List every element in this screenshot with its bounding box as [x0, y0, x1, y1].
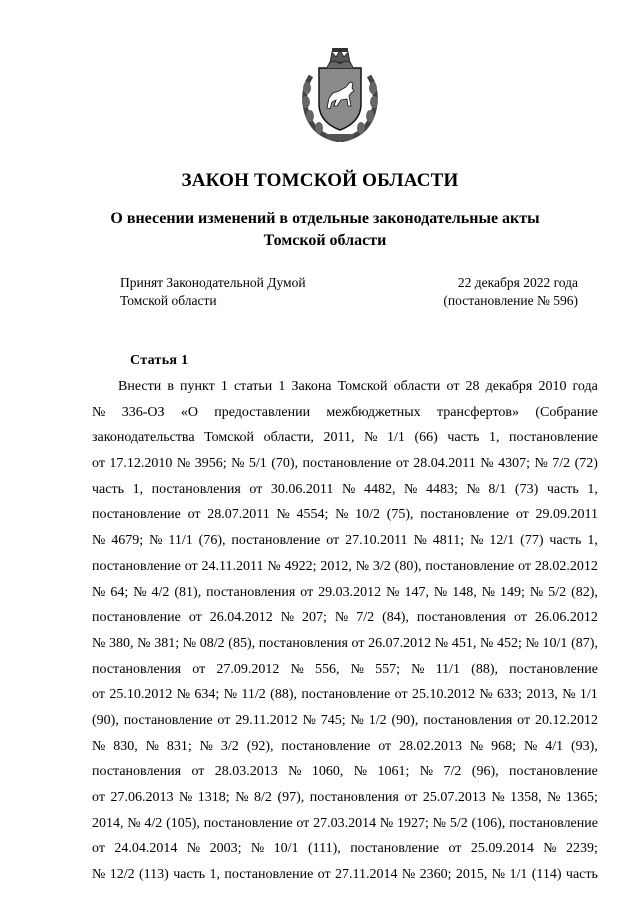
- body-line: № 830, № 831; № 3/2 (92), постановление от 28.02.2013 № 968; № 4/1 (93),: [92, 738, 598, 754]
- resolution-number: (постановление № 596): [443, 293, 578, 308]
- body-line: законодательства Томской области, 2011, № 1/1 (66) часть 1, постановление: [92, 430, 598, 446]
- document-subtitle: [90, 208, 560, 252]
- article-body: [92, 374, 598, 888]
- body-line: № 64; № 4/2 (81), постановления от 29.03.2012 № 147, № 148, № 149; № 5/2 (82),: [92, 584, 598, 600]
- body-line: от 17.12.2010 № 3956; № 5/1 (70), постановление от 28.04.2011 № 4307; № 7/2 (72): [92, 456, 598, 472]
- body-line: часть 1, постановления от 30.06.2011 № 4482, № 4483; № 8/1 (73) часть 1,: [92, 481, 598, 497]
- subtitle-line-1: О внесении изменений в отдельные законодательные акты: [110, 210, 540, 227]
- body-line: № 336-ОЗ «О предоставлении межбюджетных трансфертов» (Собрание: [92, 404, 598, 420]
- adopted-by-line-2: Томской области: [120, 293, 217, 308]
- body-line: 2014, № 4/2 (105), постановление от 27.03.2014 № 1927; № 5/2 (106), постановление: [92, 815, 598, 831]
- body-line: постановление от 26.04.2012 № 207; № 7/2 (84), постановления от 26.06.2012: [92, 610, 598, 626]
- article-heading: Статья 1: [130, 353, 189, 368]
- adoption-authority: [120, 274, 306, 310]
- body-line: постановление от 24.11.2011 № 4922; 2012, № 3/2 (80), постановление от 28.02.2012: [92, 558, 598, 574]
- body-line: № 12/2 (113) часть 1, постановление от 27.11.2014 № 2360; 2015, № 1/1 (114) часть: [92, 867, 598, 883]
- body-line: от 24.04.2014 № 2003; № 10/1 (111), постановление от 25.09.2014 № 2239;: [92, 841, 598, 857]
- tomsk-coat-of-arms-emblem: [297, 46, 383, 142]
- body-line: № 4679; № 11/1 (76), постановление от 27.10.2011 № 4811; № 12/1 (77) часть 1,: [92, 533, 598, 549]
- body-line: постановление от 28.07.2011 № 4554; № 10/2 (75), постановление от 29.09.2011: [92, 507, 598, 523]
- document-title: ЗАКОН ТОМСКОЙ ОБЛАСТИ: [181, 170, 459, 191]
- body-line: Внести в пункт 1 статьи 1 Закона Томской области от 28 декабря 2010 года: [118, 379, 598, 394]
- subtitle-line-2: Томской области: [263, 232, 387, 249]
- body-line: от 25.10.2012 № 634; № 11/2 (88), постановление от 25.10.2012 № 633; 2013, № 1/1: [92, 687, 598, 703]
- body-line: постановления от 27.09.2012 № 556, № 557; № 11/1 (88), постановление: [92, 661, 598, 677]
- adopted-by-line-1: Принят Законодательной Думой: [120, 275, 306, 290]
- adoption-details: [443, 274, 578, 310]
- adoption-date: 22 декабря 2022 года: [457, 275, 578, 290]
- body-line: (90), постановление от 29.11.2012 № 745; № 1/2 (90), постановления от 20.12.2012: [92, 712, 598, 728]
- body-line: № 380, № 381; № 08/2 (85), постановления от 26.07.2012 № 451, № 452; № 10/1 (87),: [92, 635, 598, 651]
- body-line: от 27.06.2013 № 1318; № 8/2 (97), постановления от 25.07.2013 № 1358, № 1365;: [92, 790, 598, 805]
- body-line: постановления от 28.03.2013 № 1060, № 1061; № 7/2 (96), постановление: [92, 764, 598, 780]
